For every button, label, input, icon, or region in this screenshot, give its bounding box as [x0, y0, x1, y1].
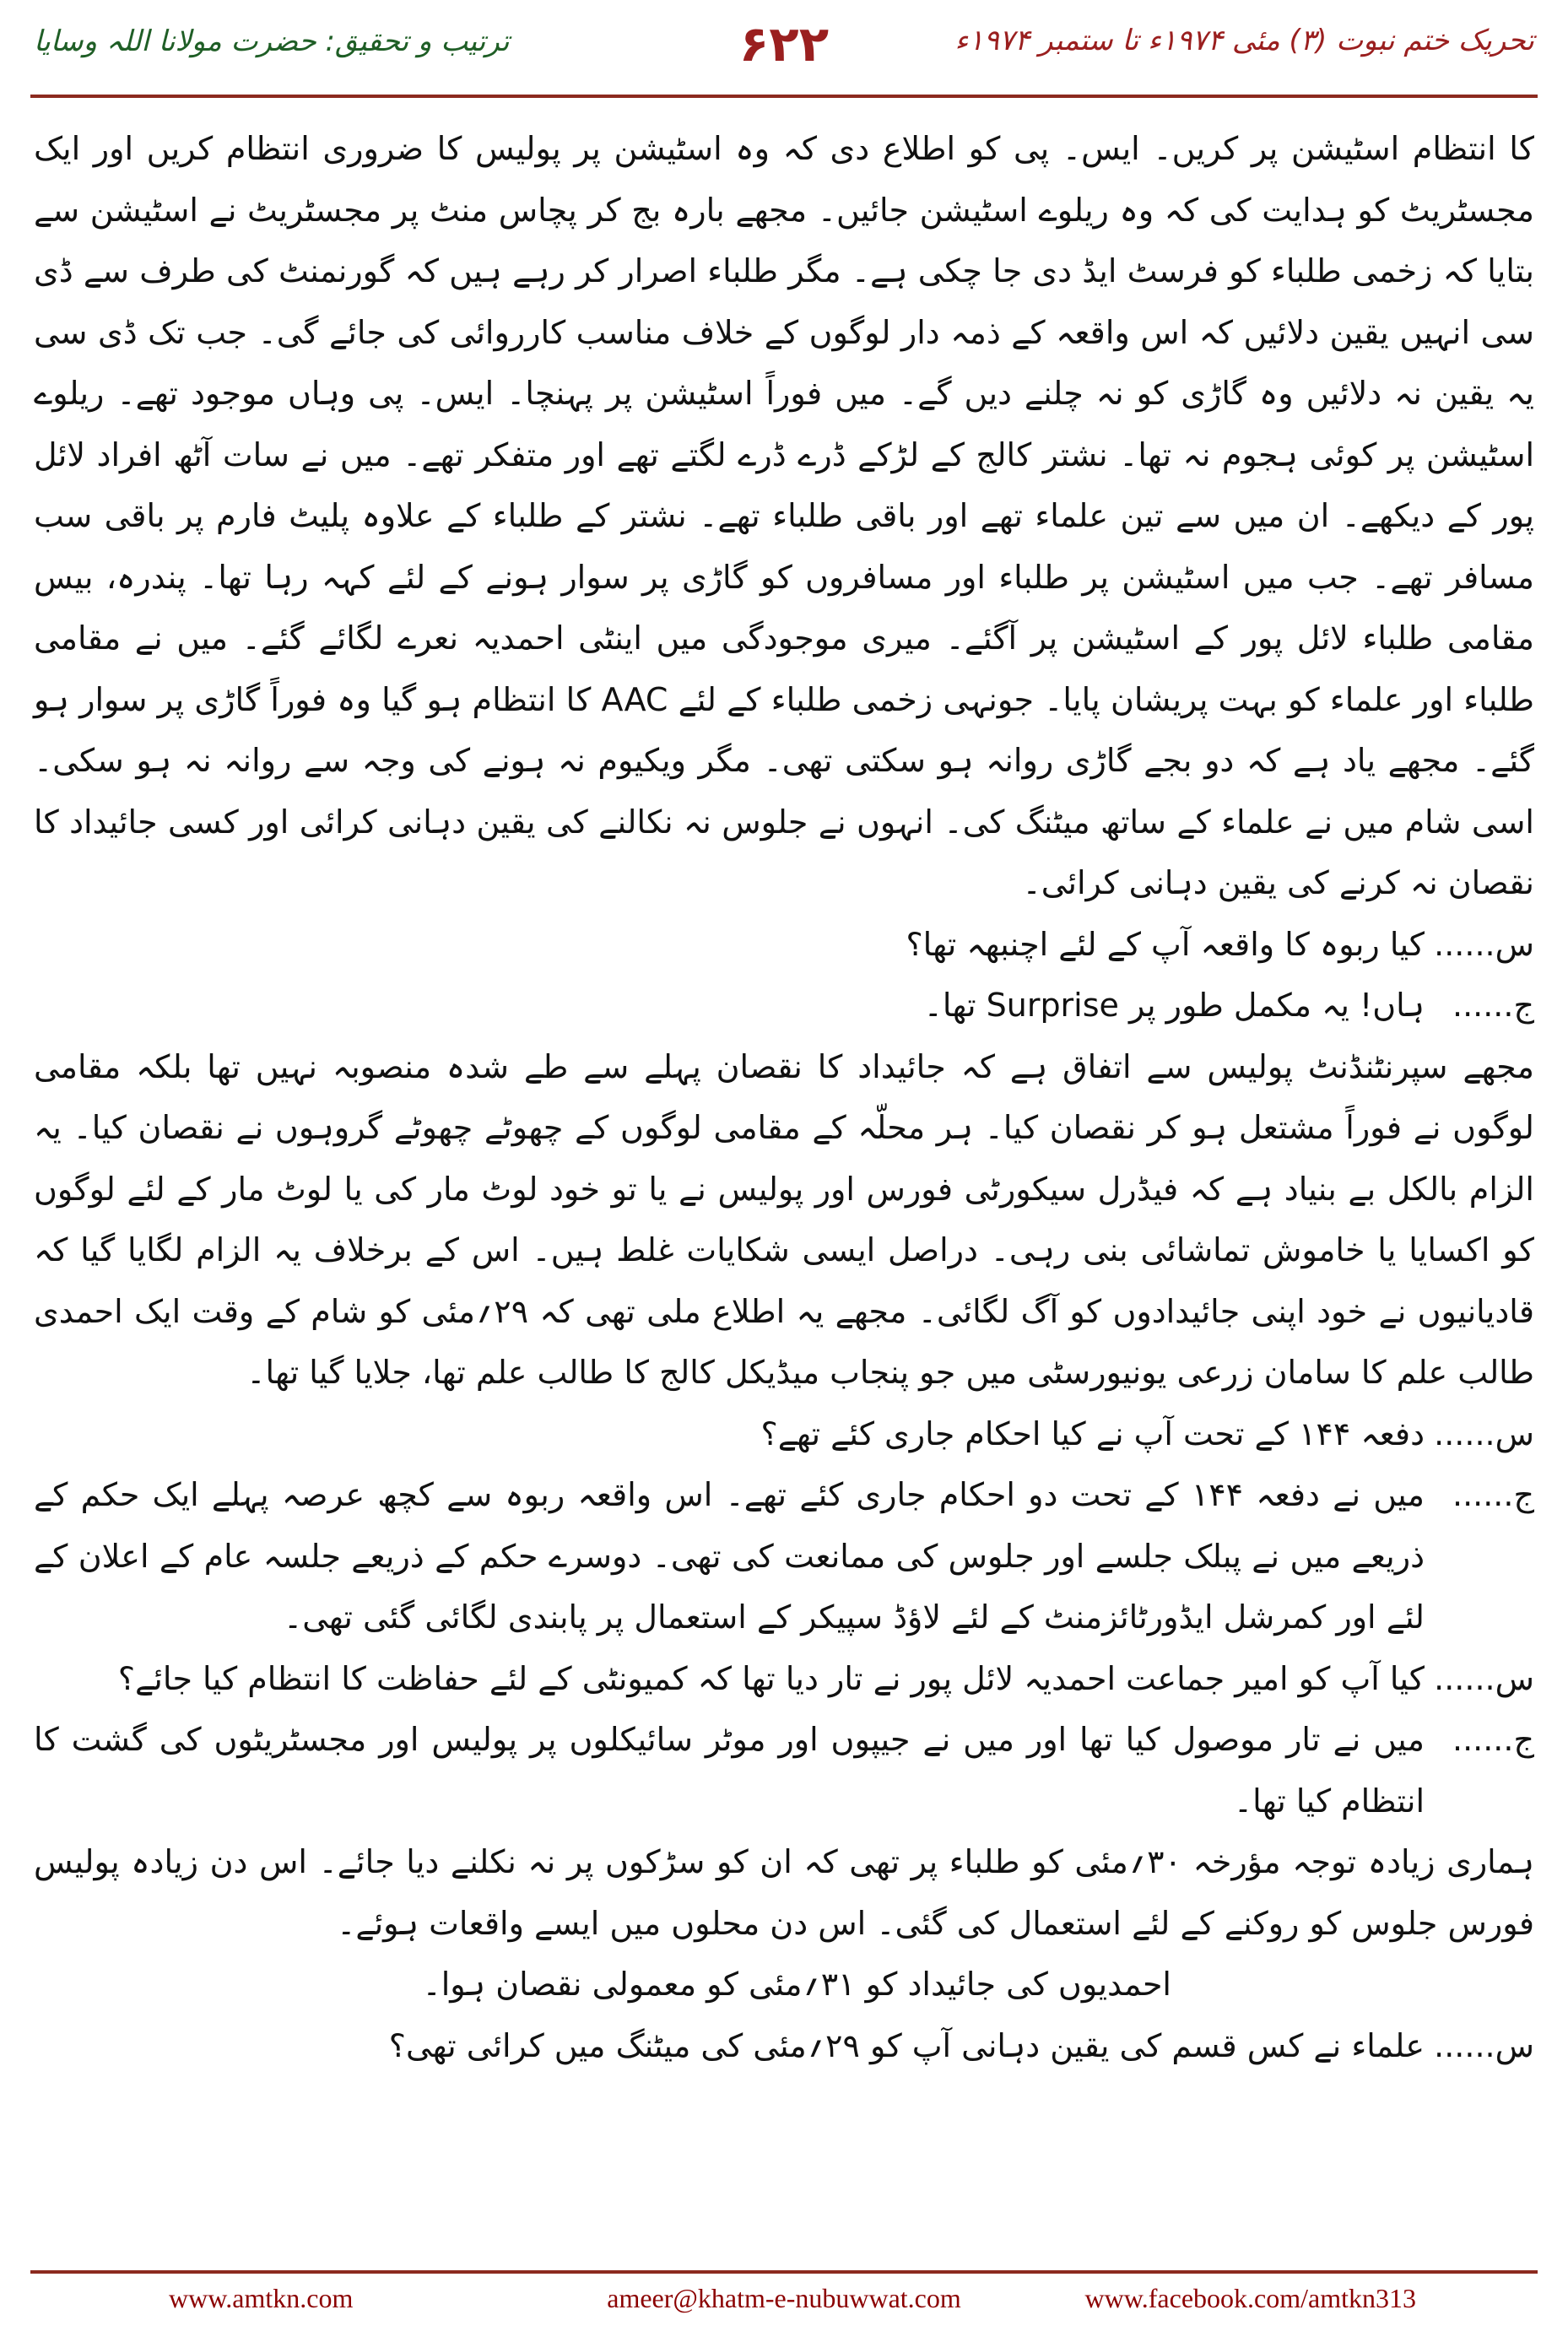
answer-marker: ج...... — [1452, 1476, 1534, 1513]
question-line — [34, 914, 1534, 976]
header-rule — [30, 95, 1538, 98]
question-line — [34, 2015, 1534, 2077]
page-number: ۶۲۲ — [738, 15, 830, 73]
paragraph: ہماری زیادہ توجہ مؤرخہ ۳۰؍مئی کو طلباء پر تھی کہ ان کو سڑکوں پر نہ نکلنے دیا جائے۔ اس دن زیادہ پولیس فورس جلوس کو روکنے کے لئے استعمال کی گئی۔ اس دن محلوں میں ایسے واقعات ہوئے۔ — [34, 1843, 1534, 1942]
question-text: کیا ربوہ کا واقعہ آپ کے لئے اچنبھہ تھا؟ — [906, 925, 1425, 963]
facebook-link[interactable]: www.facebook.com/amtkn313 — [1084, 2283, 1416, 2313]
answer-marker: ج...... — [1452, 1721, 1534, 1758]
answer-line — [34, 975, 1534, 1036]
page-header — [0, 0, 1568, 93]
answer-text: میں نے دفعہ ۱۴۴ کے تحت دو احکام جاری کئے تھے۔ اس واقعہ ربوہ سے کچھ عرصہ پہلے ایک حکم کے ذریعے میں نے پبلک جلسے اور جلوس کی ممانعت کی تھی۔ دوسرے حکم کے ذریعے جلسہ عام کے اعلان کے لئے اور کمرشل ایڈورٹائزمنٹ کے لئے لاؤڈ سپیکر کے استعمال پر پابندی لگائی گئی تھی۔ — [34, 1476, 1425, 1636]
answer-text: میں نے تار موصول کیا تھا اور میں نے جیپوں اور موٹر سائیکلوں پر پولیس اور مجسٹریٹوں کی گشت کا انتظام کیا تھا۔ — [34, 1721, 1425, 1820]
email-link[interactable]: ameer@khatm-e-nubuwwat.com — [607, 2283, 961, 2313]
answer-line — [34, 1709, 1534, 1831]
question-marker: س...... — [1434, 925, 1534, 963]
question-marker: س...... — [1434, 1414, 1534, 1452]
answer-text: ہاں! یہ مکمل طور پر Surprise تھا۔ — [923, 987, 1425, 1024]
page-body — [34, 118, 1534, 2076]
question-text: علماء نے کس قسم کی یقین دہانی آپ کو ۲۹؍مئی کی میٹنگ میں کرائی تھی؟ — [388, 2026, 1425, 2064]
question-marker: س...... — [1434, 2026, 1534, 2064]
answer-line — [34, 1464, 1534, 1648]
question-line — [34, 1404, 1534, 1465]
question-text: کیا آپ کو امیر جماعت احمدیہ لائل پور نے تار دیا تھا کہ کمیونٹی کے لئے حفاظت کا انتظام کیا جائے؟ — [117, 1659, 1425, 1697]
website-link[interactable]: www.amtkn.com — [169, 2283, 354, 2313]
answer-marker: ج...... — [1452, 987, 1534, 1024]
question-marker: س...... — [1434, 1659, 1534, 1697]
question-text: دفعہ ۱۴۴ کے تحت آپ نے کیا احکام جاری کئے تھے؟ — [760, 1414, 1425, 1452]
compiler-credit: ترتیب و تحقیق: حضرت مولانا اللہ وسایا — [34, 24, 510, 58]
footer-rule — [30, 2270, 1538, 2274]
paragraph: مجھے سپرنٹنڈنٹ پولیس سے اتفاق ہے کہ جائیداد کا نقصان پہلے سے طے شدہ منصوبہ نہیں تھا بلکہ مقامی لوگوں نے فوراً مشتعل ہو کر نقصان کیا۔ ہر محلّہ کے مقامی لوگوں کے چھوٹے چھوٹے گروہوں نے نقصان کیا۔ یہ الزام بالکل بے بنیاد ہے کہ فیڈرل سیکورٹی فورس اور پولیس نے یا تو خود لوٹ مار کی یا لوٹ مار کے لئے لوگوں کو اکسایا یا خاموش تماشائی بنی رہی۔ دراصل ایسی شکایات غلط ہیں۔ اس کے برخلاف یہ الزام لگایا گیا کہ قادیانیوں نے خود اپنی جائیدادوں کو آگ لگائی۔ مجھے یہ اطلاع ملی تھی کہ ۲۹؍مئی کو شام کے وقت ایک احمدی طالب علم کا سامان زرعی یونیورسٹی میں جو پنجاب میڈیکل کالج کا طالب علم تھا، جلایا گیا تھا۔ — [34, 1047, 1535, 1391]
page-footer — [0, 2283, 1568, 2325]
question-line — [34, 1648, 1534, 1710]
paragraph: کا انتظام اسٹیشن پر کریں۔ ایس۔ پی کو اطلاع دی کہ وہ اسٹیشن پر پولیس کا ضروری انتظام کریں اور ایک مجسٹریٹ کو ہدایت کی کہ وہ ریلوے اسٹیشن جائیں۔ مجھے بارہ بج کر پچاس منٹ پر مجسٹریٹ نے اسٹیشن سے بتایا کہ زخمی طلباء کو فرسٹ ایڈ دی جا چکی ہے۔ مگر طلباء اصرار کر رہے ہیں کہ گورنمنٹ کی طرف سے ڈی سی انہیں یقین دلائیں کہ اس واقعہ کے ذمہ دار لوگوں کے خلاف مناسب کارروائی کی جائے گی۔ جب تک ڈی سی یہ یقین نہ دلائیں وہ گاڑی کو نہ چلنے دیں گے۔ میں فوراً اسٹیشن پر پہنچا۔ ایس۔ پی وہاں موجود تھے۔ ریلوے اسٹیشن پر کوئی ہجوم نہ تھا۔ نشتر کالج کے لڑکے ڈرے ڈرے لگتے تھے اور متفکر تھے۔ میں نے سات آٹھ افراد لائل پور کے دیکھے۔ ان میں سے تین علماء تھے اور باقی طلباء تھے۔ نشتر کے طلباء کے علاوہ پلیٹ فارم پر باقی سب مسافر تھے۔ جب میں اسٹیشن پر طلباء اور مسافروں کو گاڑی پر سوار ہونے کے لئے کہہ رہا تھا۔ پندرہ، بیس مقامی طلباء لائل پور کے اسٹیشن پر آگئے۔ میری موجودگی میں اینٹی احمدیہ نعرے لگائے گئے۔ میں نے مقامی طلباء اور علماء کو بہت پریشان پایا۔ جونہی زخمی طلباء کے لئے AAC کا انتظام ہو گیا وہ فوراً گاڑی پر سوار ہو گئے۔ مجھے یاد ہے کہ دو بجے گاڑی روانہ ہو سکتی تھی۔ مگر ویکیوم نہ ہونے کی وجہ سے روانہ نہ ہو سکی۔ اسی شام میں نے علماء کے ساتھ میٹنگ کی۔ انہوں نے جلوس نہ نکالنے کی یقین دہانی کرائی اور کسی جائیداد کا نقصان نہ کرنے کی یقین دہانی کرائی۔ — [34, 130, 1535, 901]
indented-line: احمدیوں کی جائیداد کو ۳۱؍مئی کو معمولی نقصان ہوا۔ — [422, 1966, 1171, 2003]
series-title: تحریک ختم نبوت (۳) مئی ۱۹۷۴ء تا ستمبر ۱۹۷۴ء — [954, 24, 1534, 57]
